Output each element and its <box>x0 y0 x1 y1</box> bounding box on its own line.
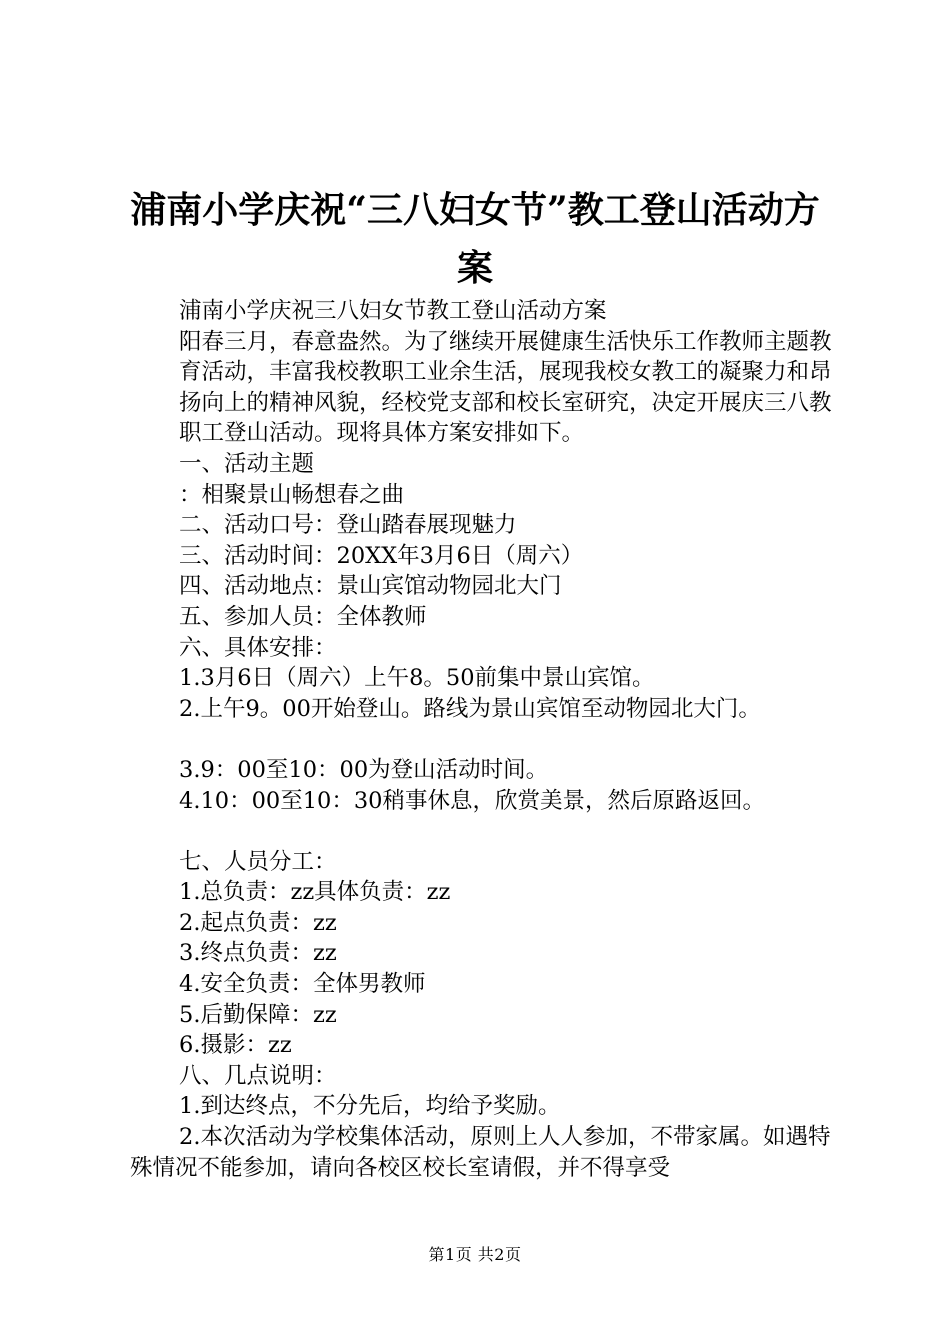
staff-item-1: 1.总负责：zz具体负责：zz <box>179 879 451 906</box>
blank-line <box>130 816 835 847</box>
subtitle-paragraph: 浦南小学庆祝三八妇女节教工登山活动方案 <box>179 298 607 324</box>
document-title-line-1: 浦南小学庆祝“三八妇女节”教工登山活动方 <box>130 189 820 231</box>
staff-item-3: 3.终点负责：zz <box>179 940 337 967</box>
arrangement-item-3: 3.9：00至10：00为登山活动时间。 <box>179 756 549 783</box>
section-time: 三、活动时间：20XX年3月6日（周六） <box>179 542 584 569</box>
page-footer: 第1页 共2页 <box>428 1245 522 1264</box>
section-theme-heading: 一、活动主题 <box>179 450 315 477</box>
section-slogan: 二、活动口号：登山踏春展现魅力 <box>179 512 517 539</box>
staff-item-5: 5.后勤保障：zz <box>179 1001 337 1028</box>
section-arrangement-heading: 六、具体安排： <box>179 634 337 661</box>
section-notes-heading: 八、几点说明： <box>179 1062 337 1089</box>
arrangement-item-4: 4.10：00至10：30稍事休息，欣赏美景，然后原路返回。 <box>179 787 765 814</box>
notes-item-1: 1.到达终点，不分先后，均给予奖励。 <box>179 1093 561 1120</box>
staff-item-6: 6.摄影：zz <box>179 1032 292 1059</box>
staff-item-2: 2.起点负责：zz <box>179 909 337 936</box>
document-body <box>130 296 835 1183</box>
blank-line <box>130 724 835 755</box>
theme-text: ：相聚景山畅想春之曲 <box>179 481 405 508</box>
section-location: 四、活动地点：景山宾馆动物园北大门 <box>179 573 562 600</box>
section-participants: 五、参加人员：全体教师 <box>179 603 427 630</box>
arrangement-item-1: 1.3月6日（周六）上午8。50前集中景山宾馆。 <box>179 665 655 692</box>
staff-item-4: 4.安全负责：全体男教师 <box>179 971 426 998</box>
intro-paragraph: 阳春三月，春意盎然。为了继续开展健康生活快乐工作教师主题教育活动，丰富我校教职工业余生活，展现我校女教工的凝聚力和昂扬向上的精神风貌，经校党支部和校长室研究，决定开展庆三八教职工登山活动。现将具体方案安排如下。 <box>179 328 832 447</box>
notes-item-2: 2.本次活动为学校集体活动，原则上人人参加，不带家属。如遇特殊情况不能参加，请向各校区校长室请假，并不得享受 <box>130 1124 831 1181</box>
document-title-line-2: 案 <box>456 247 493 289</box>
section-staff-heading: 七、人员分工： <box>179 848 337 875</box>
arrangement-item-2: 2.上午9。00开始登山。路线为景山宾馆至动物园北大门。 <box>179 695 761 722</box>
